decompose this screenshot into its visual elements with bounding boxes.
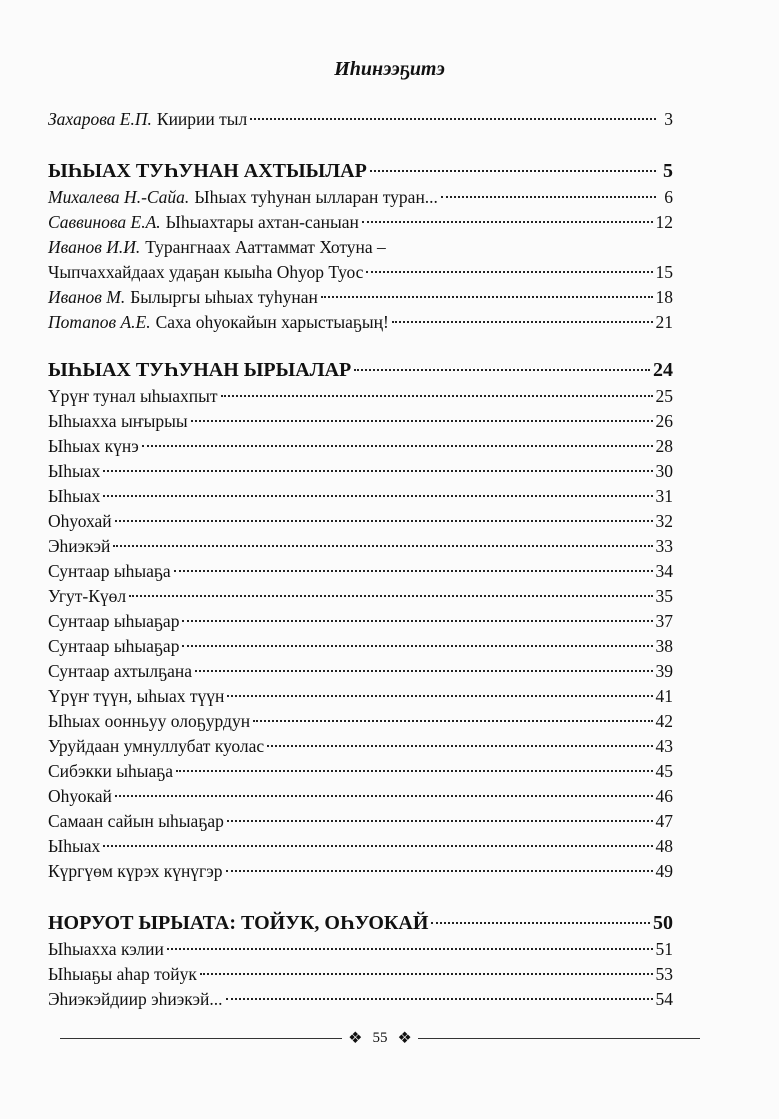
dot-leader bbox=[167, 948, 653, 950]
entry-page: 51 bbox=[655, 939, 673, 959]
entry-page: 48 bbox=[655, 836, 673, 856]
entry-page: 26 bbox=[655, 411, 673, 431]
entry-title: Сунтаар ыһыаҕа bbox=[48, 561, 171, 581]
toc-entry bbox=[48, 285, 673, 310]
dot-leader bbox=[103, 495, 652, 497]
toc-entry bbox=[48, 384, 673, 409]
toc-entry-intro bbox=[48, 107, 673, 132]
toc-entry bbox=[48, 859, 673, 884]
entry-author: Иванов И.И. bbox=[48, 237, 141, 257]
entry-page: 6 bbox=[664, 187, 673, 207]
dot-leader bbox=[267, 745, 652, 747]
section-heading-folk-songs bbox=[48, 910, 673, 937]
dot-leader bbox=[226, 998, 653, 1000]
dot-leader bbox=[103, 845, 652, 847]
toc-entry bbox=[48, 484, 673, 509]
dot-leader bbox=[174, 570, 653, 572]
toc-entry bbox=[48, 634, 673, 659]
footer-rule-left bbox=[60, 1038, 342, 1039]
entry-page: 47 bbox=[655, 811, 673, 831]
entry-title: Ыһыах bbox=[48, 836, 101, 856]
section-page: 5 bbox=[663, 160, 673, 182]
toc-entry bbox=[48, 659, 673, 684]
toc-entry bbox=[48, 809, 673, 834]
toc-entry bbox=[48, 559, 673, 584]
entry-title: Турангнаах Ааттаммат Хотуна – bbox=[145, 237, 386, 257]
entry-title: Сунтаар ыһыаҕар bbox=[48, 636, 180, 656]
entry-page: 15 bbox=[655, 262, 673, 282]
toc-entry bbox=[48, 534, 673, 559]
entry-title: Самаан сайын ыһыаҕар bbox=[48, 811, 224, 831]
entry-page: 46 bbox=[655, 786, 673, 806]
entry-title: Үрүҥ түүн, ыһыах түүн bbox=[48, 686, 225, 706]
dot-leader bbox=[129, 595, 652, 597]
entry-title: Былыргы ыһыах туһунан bbox=[130, 287, 318, 307]
entry-page: 49 bbox=[655, 861, 673, 881]
toc-entry bbox=[48, 434, 673, 459]
entry-title: Киирии тыл bbox=[156, 109, 248, 129]
dot-leader bbox=[354, 369, 650, 371]
entry-page: 30 bbox=[655, 461, 673, 481]
entry-title: Ыһыах bbox=[48, 486, 101, 506]
entry-title: Ыһыахтары ахтан-саныан bbox=[165, 212, 359, 232]
entry-title: Ыһыах күнэ bbox=[48, 436, 139, 456]
dot-leader bbox=[182, 645, 652, 647]
dot-leader bbox=[221, 395, 653, 397]
toc-entry bbox=[48, 584, 673, 609]
entry-title: Ыһыах bbox=[48, 461, 101, 481]
dot-leader bbox=[191, 420, 653, 422]
entry-page: 31 bbox=[655, 486, 673, 506]
entry-title: Эһиэкэй bbox=[48, 536, 111, 556]
entry-title: Уруйдаан умнуллубат куолас bbox=[48, 736, 265, 756]
section-title: НОРУОТ ЫРЫАТА: ТОЙУК, ОҺУОКАЙ bbox=[48, 912, 429, 934]
entry-page: 43 bbox=[655, 736, 673, 756]
entry-page: 21 bbox=[655, 312, 673, 332]
entry-title: Оһуокай bbox=[48, 786, 112, 806]
toc-entry bbox=[48, 684, 673, 709]
toc-entry bbox=[48, 734, 673, 759]
entry-page: 34 bbox=[655, 561, 673, 581]
entry-page: 54 bbox=[655, 989, 673, 1009]
toc-entry bbox=[48, 235, 673, 260]
toc-entry bbox=[48, 509, 673, 534]
entry-title: Ыһыахха ыҥырыы bbox=[48, 411, 188, 431]
songs-list bbox=[48, 384, 673, 884]
page-footer bbox=[60, 1028, 700, 1048]
toc-entry bbox=[48, 759, 673, 784]
dot-leader bbox=[392, 321, 653, 323]
toc-entry bbox=[48, 834, 673, 859]
entry-page: 33 bbox=[655, 536, 673, 556]
section-title: ЫҺЫАХ ТУҺУНАН ЫРЫАЛАР bbox=[48, 359, 352, 381]
entry-author: Потапов А.Е. bbox=[48, 312, 151, 332]
toc-entry bbox=[48, 459, 673, 484]
toc-entry bbox=[48, 987, 673, 1012]
entry-author: Михалева Н.-Сайа. bbox=[48, 187, 190, 207]
entry-page: 53 bbox=[655, 964, 673, 984]
toc-entry bbox=[48, 962, 673, 987]
entry-page: 12 bbox=[655, 212, 673, 232]
toc-entry bbox=[48, 185, 673, 210]
dot-leader bbox=[195, 670, 652, 672]
dot-leader bbox=[370, 170, 656, 172]
dot-leader bbox=[113, 545, 652, 547]
dot-leader bbox=[253, 720, 652, 722]
entry-title: Күргүөм күрэх күнүгэр bbox=[48, 861, 223, 881]
toc-entry bbox=[48, 409, 673, 434]
footer-rule-right bbox=[418, 1038, 700, 1039]
dot-leader bbox=[115, 795, 653, 797]
dot-leader bbox=[431, 922, 650, 924]
page-title: Иһинээҕитэ bbox=[334, 58, 445, 80]
entry-author: Саввинова Е.А. bbox=[48, 212, 161, 232]
entry-page: 28 bbox=[655, 436, 673, 456]
toc-entry bbox=[48, 709, 673, 734]
entry-title: Сунтаар ахтылҕана bbox=[48, 661, 193, 681]
entry-page: 38 bbox=[655, 636, 673, 656]
entry-title: Оһуохай bbox=[48, 511, 112, 531]
entry-title: Сибэкки ыһыаҕа bbox=[48, 761, 174, 781]
dot-leader bbox=[366, 271, 652, 273]
folk-songs-list bbox=[48, 937, 673, 1012]
entry-page: 18 bbox=[655, 287, 673, 307]
entry-page: 41 bbox=[655, 686, 673, 706]
entry-title: Эһиэкэйдиир эһиэкэй... bbox=[48, 989, 223, 1009]
entry-title: Чыпчаххайдаах удаҕан кыыһа Оһуор Туос bbox=[48, 262, 364, 282]
diamond-ornament-icon: ❖ bbox=[348, 1030, 363, 1047]
section-page: 50 bbox=[653, 912, 673, 934]
dot-leader bbox=[250, 118, 656, 120]
dot-leader bbox=[103, 470, 652, 472]
dot-leader bbox=[226, 870, 653, 872]
dot-leader bbox=[227, 695, 652, 697]
dot-leader bbox=[115, 520, 653, 522]
section-page: 24 bbox=[653, 359, 673, 381]
dot-leader bbox=[200, 973, 653, 975]
toc-entry bbox=[48, 609, 673, 634]
dot-leader bbox=[182, 620, 652, 622]
page-number: 55 bbox=[372, 1029, 388, 1046]
dot-leader bbox=[142, 445, 653, 447]
section-heading-memoirs bbox=[48, 158, 673, 185]
entry-title: Ыһыаҕы аһар тойук bbox=[48, 964, 197, 984]
table-of-contents bbox=[48, 107, 673, 1012]
entry-title: Ыһыахха кэлии bbox=[48, 939, 164, 959]
entry-page: 37 bbox=[655, 611, 673, 631]
dot-leader bbox=[176, 770, 652, 772]
section-title: ЫҺЫАХ ТУҺУНАН АХТЫЫЛАР bbox=[48, 160, 367, 182]
toc-entry bbox=[48, 310, 673, 335]
entry-page: 42 bbox=[655, 711, 673, 731]
entry-author: Захарова Е.П. bbox=[48, 109, 152, 129]
toc-entry bbox=[48, 784, 673, 809]
entry-page: 25 bbox=[655, 386, 673, 406]
entry-author: Иванов М. bbox=[48, 287, 126, 307]
dot-leader bbox=[362, 221, 653, 223]
entry-title: Саха оһуокайын харыстыаҕың! bbox=[155, 312, 389, 332]
entry-title: Үрүҥ тунал ыһыахпыт bbox=[48, 386, 218, 406]
entry-page: 3 bbox=[664, 109, 673, 129]
dot-leader bbox=[441, 196, 656, 198]
entry-page: 39 bbox=[655, 661, 673, 681]
entry-page: 35 bbox=[655, 586, 673, 606]
dot-leader bbox=[321, 296, 653, 298]
toc-entry bbox=[48, 937, 673, 962]
diamond-ornament-icon: ❖ bbox=[397, 1030, 412, 1047]
entry-title: Ыһыах оонньуу олоҕурдун bbox=[48, 711, 251, 731]
entry-page: 32 bbox=[655, 511, 673, 531]
entry-title: Сунтаар ыһыаҕар bbox=[48, 611, 180, 631]
entry-title: Угут-Күөл bbox=[48, 586, 127, 606]
entry-title: Ыһыах туһунан ылларан туран... bbox=[194, 187, 438, 207]
toc-entry bbox=[48, 260, 673, 285]
toc-entry bbox=[48, 210, 673, 235]
section-heading-songs bbox=[48, 357, 673, 384]
entry-page: 45 bbox=[655, 761, 673, 781]
dot-leader bbox=[227, 820, 653, 822]
